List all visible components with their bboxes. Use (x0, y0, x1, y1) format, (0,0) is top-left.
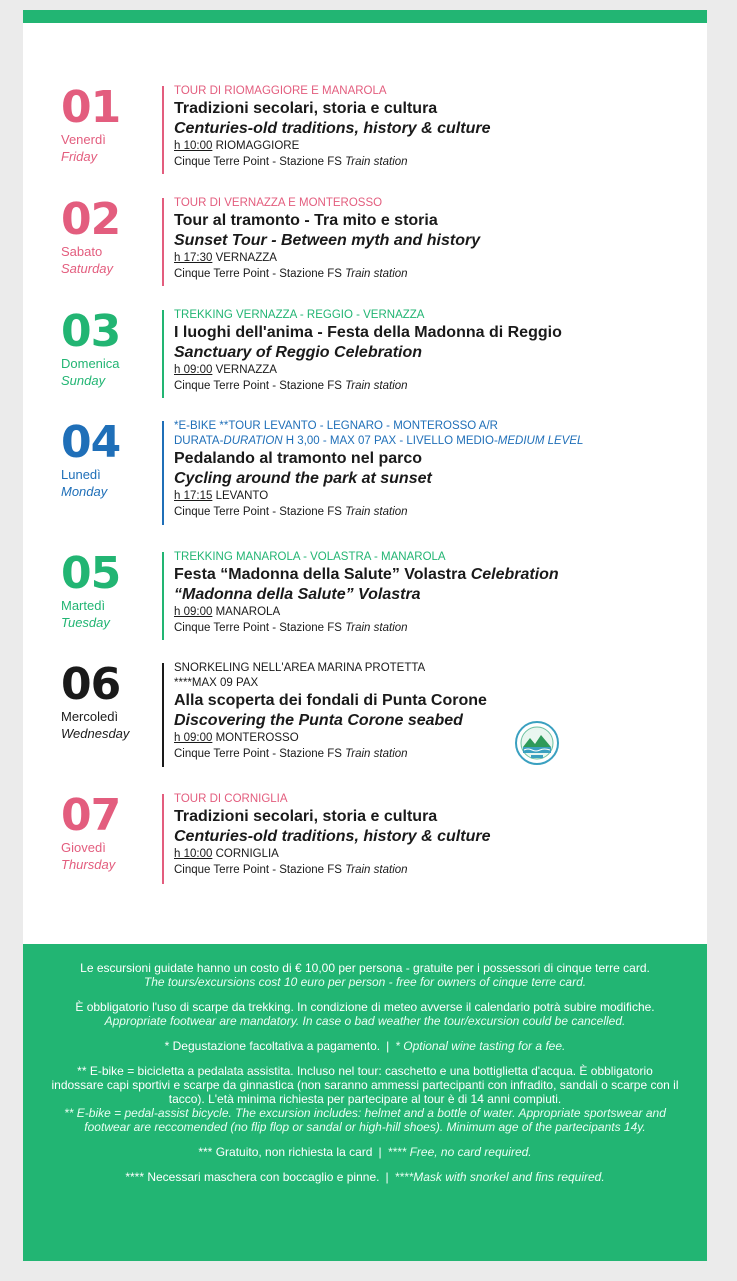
event-category: TOUR DI VERNAZZA E MONTEROSSO (174, 197, 383, 209)
note-cost-italian: Le escursioni guidate hanno un costo di € 10,00 per persona - gratuite per i possessori di cinque terre card. (80, 961, 650, 975)
weekday-italian: Venerdì (61, 132, 106, 147)
event-time-location (174, 847, 694, 862)
event-category: TREKKING VERNAZZA - REGGIO - VERNAZZA (174, 309, 425, 321)
note-footwear-italian: È obbligatorio l'uso di scarpe da trekking. In condizione di meteo avverse il calendario potrà subire modifiche. (75, 1000, 655, 1014)
weekday-english: Monday (61, 484, 108, 499)
meeting-point-en: Train station (345, 268, 408, 280)
weekday-italian: Domenica (61, 356, 120, 371)
top-color-bar (23, 10, 707, 23)
meeting-point-en: Train station (345, 622, 408, 634)
meeting-point-en: Train station (345, 506, 408, 518)
event-time: h 09:00 (174, 364, 213, 376)
meeting-point-en: Train station (345, 156, 408, 168)
note-free-english: **** Free, no card required. (387, 1145, 532, 1159)
weekday-english: Wednesday (61, 726, 130, 741)
calendar-page (23, 10, 707, 1261)
weekday-english: Tuesday (61, 615, 110, 630)
note-ebike-english: ** E-bike = pedal-assist bicycle. The excursion includes: helmet and a bottle of water. Appropriate sportswear and footwear are reccomended (no flip flop or sandal or high-hill shoes). Minimum age of the partecipants 14y. (64, 1106, 666, 1134)
event-category: TOUR DI CORNIGLIA (174, 793, 288, 805)
duration-details: H 3,00 - MAX 07 PAX - LIVELLO MEDIO- (282, 435, 498, 447)
day-column (61, 550, 161, 631)
event-title-italian: Tour al tramonto - Tra mito e storia (174, 212, 438, 229)
divider-line (162, 310, 164, 398)
meeting-point (174, 378, 694, 395)
meeting-point (174, 266, 694, 283)
event-title-english: Centuries-old traditions, history & culture (174, 120, 491, 137)
event-info (174, 84, 694, 171)
meeting-point-it: Cinque Terre Point - Stazione FS (174, 748, 342, 760)
event-category: SNORKELING NELL'AREA MARINA PROTETTA (174, 662, 426, 674)
event-location: VERNAZZA (215, 252, 277, 264)
day-number: 03 (61, 306, 121, 357)
divider-line (162, 86, 164, 174)
weekday-italian: Giovedì (61, 840, 106, 855)
event-info (174, 550, 694, 637)
weekday-italian: Mercoledì (61, 709, 119, 724)
event-title-english: Cycling around the park at sunset (174, 470, 432, 487)
divider-line (162, 198, 164, 286)
event-location: MANAROLA (215, 606, 281, 618)
note-footwear (51, 1000, 679, 1028)
day-number: 02 (61, 194, 121, 245)
weekday-english: Friday (61, 149, 98, 164)
meeting-point (174, 746, 694, 763)
weekday-english: Thursday (61, 857, 116, 872)
day-number: 06 (61, 659, 121, 710)
event-category-details: ****MAX 09 PAX (174, 677, 259, 689)
event-title-italian: Tradizioni secolari, storia e cultura (174, 100, 438, 117)
event-info (174, 661, 694, 763)
note-cost-english: The tours/excursions cost 10 euro per person - free for owners of cinque terre card. (143, 975, 587, 989)
event-location: CORNIGLIA (215, 848, 279, 860)
event-category: *E-BIKE **TOUR LEVANTO - LEGNARO - MONTEROSSO A/R (174, 420, 498, 432)
weekday-italian: Lunedì (61, 467, 101, 482)
day-number: 01 (61, 82, 121, 133)
event-time: h 09:00 (174, 732, 213, 744)
meeting-point-en: Train station (345, 380, 408, 392)
meeting-point (174, 862, 694, 879)
note-wine-italian: * Degustazione facoltativa a pagamento. (164, 1039, 381, 1053)
event-location: RIOMAGGIORE (215, 140, 300, 152)
weekday-italian: Sabato (61, 244, 103, 259)
event-location: MONTEROSSO (215, 732, 299, 744)
note-wine (51, 1039, 679, 1053)
note-wine-line (51, 1039, 679, 1053)
meeting-point (174, 620, 694, 637)
event-time-location (174, 489, 694, 504)
event-time: h 10:00 (174, 848, 213, 860)
divider-line (162, 552, 164, 640)
meeting-point-en: Train station (345, 864, 408, 876)
note-free-italian: *** Gratuito, non richiesta la card (198, 1145, 373, 1159)
meeting-point (174, 504, 694, 521)
divider-line (162, 663, 164, 767)
note-free (51, 1145, 679, 1159)
duration-label-en: DURATION (223, 435, 283, 447)
event-location: VERNAZZA (215, 364, 277, 376)
level-label-en: MEDIUM LEVEL (497, 435, 584, 447)
meeting-point-en: Train station (345, 748, 408, 760)
note-wine-english: * Optional wine tasting for a fee. (395, 1039, 566, 1053)
event-title-english: “Madonna della Salute” Volastra (174, 586, 421, 603)
note-mask (51, 1170, 679, 1184)
note-ebike (51, 1064, 679, 1134)
event-title-italian: I luoghi dell'anima - Festa della Madonna di Reggio (174, 324, 562, 341)
divider-line (162, 421, 164, 525)
park-seal-icon (514, 720, 560, 766)
day-column (61, 792, 161, 873)
event-time: h 17:30 (174, 252, 213, 264)
event-title-celebration: Celebration (470, 566, 559, 583)
event-time-location (174, 605, 694, 620)
divider-line (162, 794, 164, 884)
event-time-location (174, 731, 694, 746)
event-time-location (174, 139, 694, 154)
event-title-italian-text: Festa “Madonna della Salute” Volastra (174, 566, 467, 583)
note-mask-line (51, 1170, 679, 1184)
event-time: h 09:00 (174, 606, 213, 618)
footer-notes (23, 944, 707, 1261)
note-footwear-english: Appropriate footwear are mandatory. In case o bad weather the tour/excursion could be cancelled. (104, 1014, 626, 1028)
event-info (174, 308, 694, 395)
event-category: TREKKING MANAROLA - VOLASTRA - MANAROLA (174, 551, 446, 563)
weekday-english: Saturday (61, 261, 114, 276)
event-info (174, 792, 694, 879)
meeting-point-it: Cinque Terre Point - Stazione FS (174, 622, 342, 634)
event-title-italian: Tradizioni secolari, storia e cultura (174, 808, 438, 825)
note-separator: | (386, 1039, 390, 1053)
event-info (174, 196, 694, 283)
meeting-point-it: Cinque Terre Point - Stazione FS (174, 506, 342, 518)
day-column (61, 308, 161, 389)
duration-label-it: DURATA- (174, 435, 224, 447)
event-title-english: Centuries-old traditions, history & culture (174, 828, 491, 845)
meeting-point (174, 154, 694, 171)
day-column (61, 419, 161, 500)
event-location: LEVANTO (215, 490, 269, 502)
note-cost (51, 961, 679, 989)
note-separator: | (385, 1170, 389, 1184)
meeting-point-it: Cinque Terre Point - Stazione FS (174, 268, 342, 280)
meeting-point-it: Cinque Terre Point - Stazione FS (174, 380, 342, 392)
meeting-point-it: Cinque Terre Point - Stazione FS (174, 156, 342, 168)
event-info (174, 419, 694, 521)
event-time-location (174, 251, 694, 266)
note-separator: | (378, 1145, 382, 1159)
note-mask-italian: **** Necessari maschera con boccaglio e pinne. (125, 1170, 380, 1184)
event-title-italian: Alla scoperta dei fondali di Punta Corone (174, 692, 487, 709)
event-title-english: Sunset Tour - Between myth and history (174, 232, 481, 249)
event-time: h 17:15 (174, 490, 213, 502)
event-category: TOUR DI RIOMAGGIORE E MANAROLA (174, 85, 387, 97)
note-free-line (51, 1145, 679, 1159)
event-category-details (174, 434, 694, 449)
day-number: 05 (61, 548, 121, 599)
weekday-italian: Martedì (61, 598, 106, 613)
note-mask-english: ****Mask with snorkel and fins required. (394, 1170, 605, 1184)
day-number: 07 (61, 790, 121, 841)
event-title-english: Sanctuary of Reggio Celebration (174, 344, 423, 361)
weekday-english: Sunday (61, 373, 106, 388)
meeting-point-it: Cinque Terre Point - Stazione FS (174, 864, 342, 876)
day-column (61, 196, 161, 277)
note-ebike-italian: ** E-bike = bicicletta a pedalata assistita. Incluso nel tour: caschetto e una bottiglietta d'acqua. È obbligatorio indossare capi sportivi e scarpe da ginnastica (non saranno ammessi partecipanti con infradito, sandali o scarpe con il tacco). L'età minima richiesta per partecipare al tour è di 14 anni compiuti. (51, 1064, 679, 1106)
day-column (61, 84, 161, 165)
event-time: h 10:00 (174, 140, 213, 152)
day-number: 04 (61, 417, 121, 468)
event-title-italian (174, 565, 694, 585)
day-column (61, 661, 161, 742)
event-time-location (174, 363, 694, 378)
event-title-italian: Pedalando al tramonto nel parco (174, 450, 423, 467)
event-title-english: Discovering the Punta Corone seabed (174, 712, 463, 729)
